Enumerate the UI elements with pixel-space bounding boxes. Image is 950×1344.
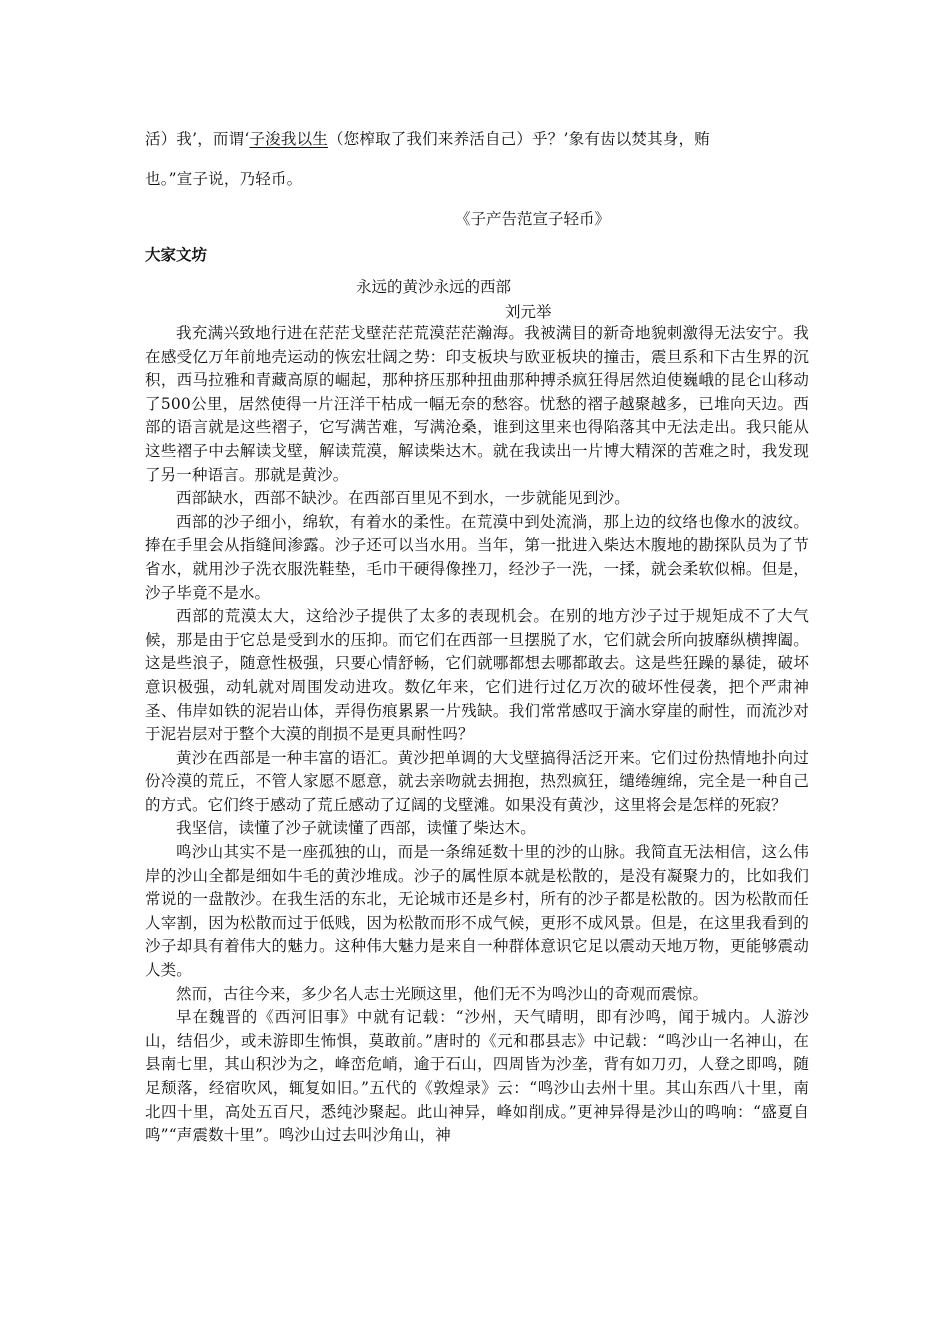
text-run: （您榨取了我们来养活自己）乎？’象有齿以焚其身，贿 bbox=[327, 130, 710, 148]
continuation-line-1 bbox=[145, 119, 809, 159]
paragraph: 西部的沙子细小，绵软，有着水的柔性。在荒漠中到处流淌，那上边的纹络也像水的波纹。捧在手里会从指缝间渗露。沙子还可以当水用。当年，第一批进入柴达木腹地的勘探队员为了节省水，就用沙子洗衣服洗鞋垫，毛巾干硬得像挫刀，经沙子一洗，一揉，就会柔软似棉。但是，沙子毕竟不是水。 bbox=[145, 512, 809, 602]
source-citation: 《子产告范宣子轻币》 bbox=[455, 210, 611, 228]
text-run: 活）我’，而谓‘ bbox=[145, 130, 250, 148]
paragraph: 西部缺水，西部不缺沙。在西部百里见不到水，一步就能见到沙。 bbox=[176, 489, 630, 508]
article-author: 刘元举 bbox=[505, 303, 552, 321]
paragraph: 鸣沙山其实不是一座孤独的山，而是一条绵延数十里的沙的山脉。我简直无法相信，这么伟岸的沙山全都是细如牛毛的黄沙堆成。沙子的属性原本就是松散的，是没有凝聚力的，比如我们常说的一盘散沙。在我生活的东北，无论城市还是乡村，所有的沙子都是松散的。因为松散而任人宰割，因为松散而过于低贱，因为松散而形不成气候，更形不成风景。但是，在这里我看到的沙子却具有着伟大的魅力。这种伟大魅力是来自一种群体意识它足以震动天地万物，更能够震动人类。 bbox=[145, 843, 809, 980]
article-title: 永远的黄沙永远的西部 bbox=[356, 278, 512, 296]
paragraph: 我坚信，读懂了沙子就读懂了西部，读懂了柴达木。 bbox=[176, 819, 536, 838]
continuation-line-2: 也。”宣子说，乃轻币。 bbox=[145, 170, 303, 188]
paragraph: 早在魏晋的《西河旧事》中就有记载：“沙州，天气晴明，即有沙鸣，闻于城内。人游沙山，结侣少，或未游即生怖惧，莫敢前。”唐时的《元和郡县志》中记载：“鸣沙山一名神山，在县南七里，其山积沙为之，峰峦危峭，逾于石山，四周皆为沙垄，背有如刀刃，人登之即鸣，随足颓落，经宿吹风，辄复如旧。”五代的《敦煌录》云：“鸣沙山去州十里。其山东西八十里，南北四十里，高处五百尺，悉纯沙聚起。此山神异，峰如削成。”更神异得是沙山的鸣响：“盛夏自鸣”“声震数十里”。鸣沙山过去叫沙角山，神 bbox=[145, 1008, 809, 1145]
paragraph: 然而，古往今来，多少名人志士光顾这里，他们无不为鸣沙山的奇观而震惊。 bbox=[176, 984, 709, 1003]
underlined-phrase: 子浚我以生 bbox=[249, 130, 328, 148]
article-body bbox=[145, 322, 809, 1148]
paragraph: 西部的荒漠太大，这给沙子提供了太多的表现机会。在别的地方沙子过于规矩成不了大气候，那是由于它总是受到水的压抑。而它们在西部一旦摆脱了水，它们就会所向披靡纵横捭阖。这是些浪子，随意性极强，只要心情舒畅，它们就哪都想去哪都敢去。这是些狂躁的暴徒，破坏意识极强，动轧就对周围发动进攻。数亿年来，它们进行过亿万次的破坏性侵袭，把个严肃神圣、伟岸如铁的泥岩山体，弄得伤痕累累一片残缺。我们常常感叹于滴水穿崖的耐性，而流沙对于泥岩层对于整个大漠的削损不是更具耐性吗？ bbox=[145, 607, 809, 744]
paragraph: 我充满兴致地行进在茫茫戈壁茫茫荒漠茫茫瀚海。我被满目的新奇地貌刺激得无法安宁。我在感受亿万年前地壳运动的恢宏壮阔之势：印支板块与欧亚板块的撞击，震旦系和下古生界的沉积，西马拉雅和青藏高原的崛起，那种挤压那种扭曲那种搏杀疯狂得居然迫使巍峨的昆仑山移动了500公里，居然使得一片汪洋干枯成一幅无奈的愁容。忧愁的褶子越聚越多，已堆向天边。西部的语言就是这些褶子，它写满苦难，写满沧桑，谁到这里来也得陷落其中无法走出。我只能从这些褶子中去解读戈壁，解读荒漠，解读柴达木。就在我读出一片博大精深的苦难之时，我发现了另一种语言。那就是黄沙。 bbox=[145, 324, 809, 484]
section-heading: 大家文坊 bbox=[145, 246, 208, 264]
previous-text-continuation bbox=[145, 119, 809, 199]
paragraph: 黄沙在西部是一种丰富的语汇。黄沙把单调的大戈壁搞得活泛开来。它们过份热情地扑向过份冷漠的荒丘，不管人家愿不愿意，就去亲吻就去拥抱，热烈疯狂，缱绻缠绵，完全是一种自己的方式。它们终于感动了荒丘感动了辽阔的戈壁滩。如果没有黄沙，这里将会是怎样的死寂？ bbox=[145, 748, 809, 814]
